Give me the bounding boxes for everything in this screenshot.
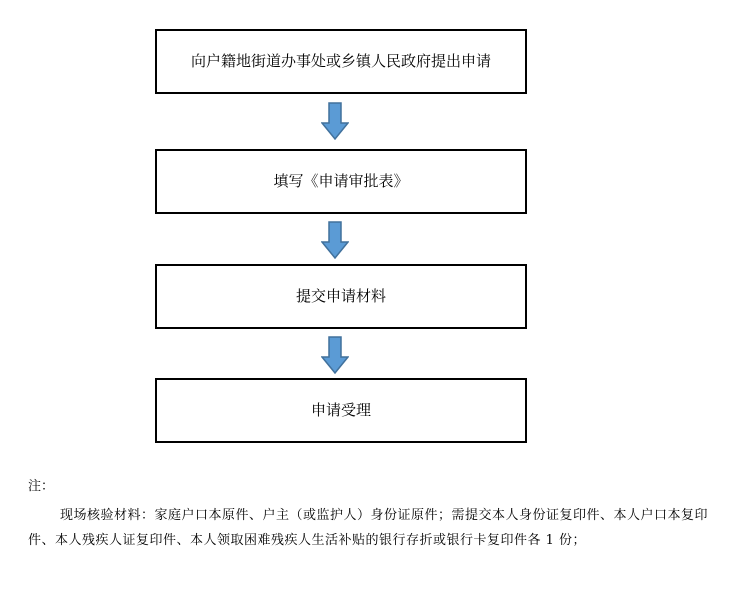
note-label: 注： (28, 479, 55, 494)
step-label: 提交申请材料 (295, 287, 386, 305)
step-label: 填写《申请审批表》 (273, 172, 409, 190)
note-text: 现场核验材料：家庭户口本原件、户主（或监护人）身份证原件；需提交本人身份证复印件、本人户口本复印件、本人残疾人证复印件、本人领取困难残疾人生活补贴的银行存折或银行卡复印件各 1 份； (28, 508, 709, 548)
step-box-fill-approval-form (155, 149, 527, 214)
note-section (28, 474, 718, 553)
step-label: 申请受理 (310, 401, 371, 419)
down-arrow-icon (321, 336, 349, 374)
step-label: 向户籍地街道办事处或乡镇人民政府提出申请 (190, 52, 491, 70)
step-box-application-accepted (155, 378, 527, 443)
down-arrow-icon (321, 102, 349, 140)
down-arrow-icon (321, 221, 349, 259)
step-box-submit-application-to-office (155, 29, 527, 94)
step-box-submit-materials (155, 264, 527, 329)
